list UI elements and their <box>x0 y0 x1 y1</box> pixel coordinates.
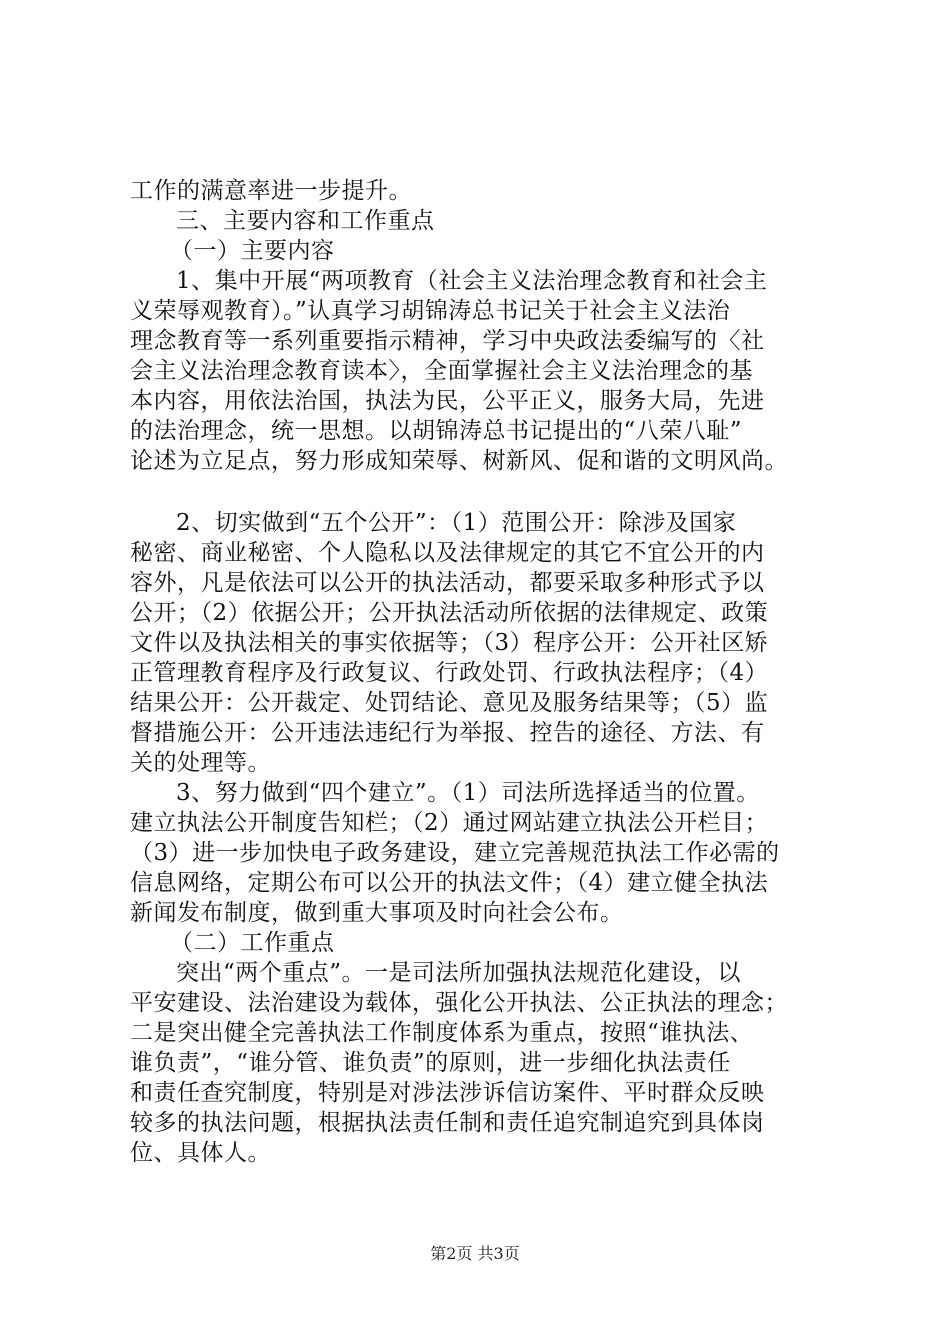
text-line: 2、切实做到“五个公开”：（1）范围公开：除涉及国家 <box>176 510 737 536</box>
text-line: 本内容，用依法治国，执法为民，公平正义，服务大局，先进 <box>130 388 765 414</box>
subsection-heading: （一）主要内容 <box>170 238 335 264</box>
text-line: 的法治理念，统一思想。以胡锦涛总书记提出的“八荣八耻” <box>130 418 743 444</box>
text-line: 文件以及执法相关的事实依据等；（3）程序公开：公开社区矫 <box>130 630 769 656</box>
document-body <box>130 176 846 1168</box>
text-line: 义荣辱观教育）。”认真学习胡锦涛总书记关于社会主义法治 <box>130 298 731 324</box>
text-line: 突出“两个重点”。一是司法所加强执法规范化建设，以 <box>176 960 742 986</box>
text-line: 容外，凡是依法可以公开的执法活动，都要采取多种形式予以 <box>130 570 765 596</box>
text-line: 位、具体人。 <box>130 1140 271 1166</box>
text-line: 二是突出健全完善执法工作制度体系为重点，按照“谁执法、 <box>130 1020 754 1046</box>
text-line: 会主义法治理念教育读本〉，全面掌握社会主义法治理念的基 <box>130 358 753 384</box>
text-line: 论述为立足点，努力形成知荣辱、树新风、促和谐的文明风尚。 <box>130 448 788 474</box>
text-line: （3）进一步加快电子政务建设，建立完善规范执法工作必需的 <box>130 840 780 866</box>
text-line: 督措施公开：公开违法违纪行为举报、控告的途径、方法、有 <box>130 720 765 746</box>
text-line: 信息网络，定期公布可以公开的执法文件；（4）建立健全执法 <box>130 870 769 896</box>
page-number-footer: 第2页 共3页 <box>430 1244 520 1263</box>
text-line: 谁负责”，“谁分管、谁负责”的原则，进一步细化执法责任 <box>130 1050 731 1076</box>
text-line: 正管理教育程序及行政复议、行政处罚、行政执法程序；（4） <box>130 660 769 686</box>
text-line: 3、努力做到“四个建立”。（1）司法所选择适当的位置。 <box>176 780 760 806</box>
text-line: 理念教育等一系列重要指示精神，学习中央政法委编写的〈社 <box>130 328 765 354</box>
text-line: 平安建设、法治建设为载体，强化公开执法、公正执法的理念； <box>130 990 788 1016</box>
text-line: 秘密、商业秘密、个人隐私以及法律规定的其它不宜公开的内 <box>130 540 765 566</box>
text-line: 新闻发布制度，做到重大事项及时向社会公布。 <box>130 900 624 926</box>
text-line: 建立执法公开制度告知栏；（2）通过网站建立执法公开栏目； <box>130 810 769 836</box>
text-line: 1、集中开展“两项教育（社会主义法治理念教育和社会主 <box>176 268 768 294</box>
subsection-heading: （二）工作重点 <box>170 930 335 956</box>
text-line: 较多的执法问题，根据执法责任制和责任追究制追究到具体岗 <box>130 1110 765 1136</box>
text-line: 结果公开：公开裁定、处罚结论、意见及服务结果等；（5）监 <box>130 690 769 716</box>
section-heading: 三、主要内容和工作重点 <box>176 208 435 234</box>
text-line: 公开；（2）依据公开；公开执法活动所依据的法律规定、政策 <box>130 600 769 626</box>
paragraph-gap <box>130 476 846 508</box>
text-line: 和责任查究制度，特别是对涉法涉诉信访案件、平时群众反映 <box>130 1080 765 1106</box>
text-line: 工作的满意率进一步提升。 <box>130 178 412 204</box>
text-line: 关的处理等。 <box>130 750 271 776</box>
